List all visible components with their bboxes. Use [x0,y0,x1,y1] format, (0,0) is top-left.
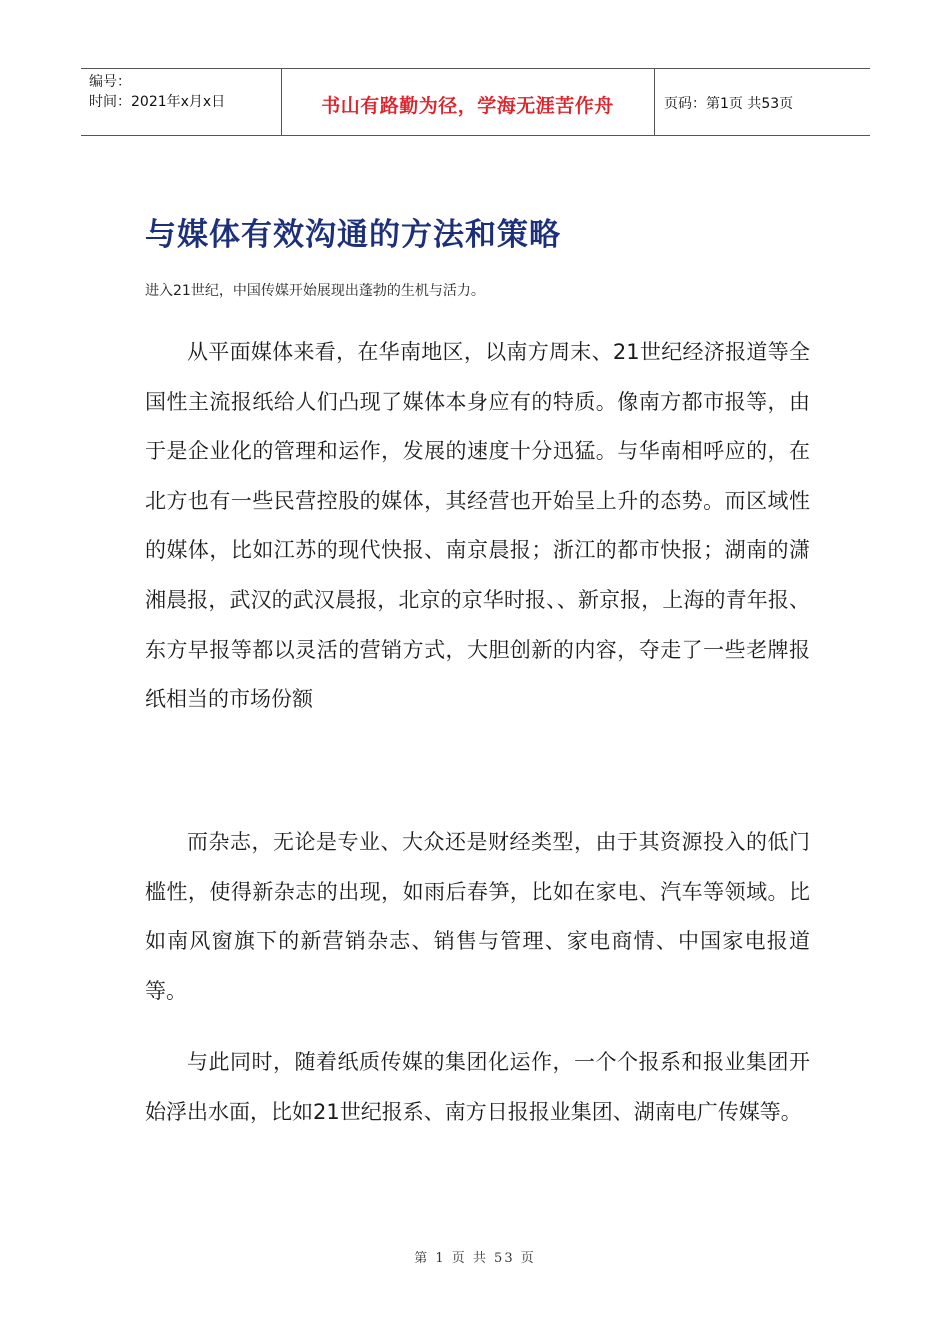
serial-number-label: 编号： [89,74,131,90]
body-paragraph: 从平面媒体来看，在华南地区，以南方周末、21世纪经济报道等全国性主流报纸给人们凸现了媒体本身应有的特质。像南方都市报等，由于是企业化的管理和运作，发展的速度十分迅猛。与华南相呼应的，在北方也有一些民营控股的媒体，其经营也开始呈上升的态势。而区域性的媒体，比如江苏的现代快报、南京晨报；浙江的都市快报；湖南的潇湘晨报，武汉的武汉晨报，北京的京华时报、、新京报，上海的青年报、东方早报等都以灵活的营销方式，大胆创新的内容，夺走了一些老牌报纸相当的市场份额 [145,340,810,712]
document-title: 与媒体有效沟通的方法和策略 [145,217,561,253]
body-paragraph: 与此同时，随着纸质传媒的集团化运作，一个个报系和报业集团开始浮出水面，比如21世纪报系、南方日报报业集团、湖南电广传媒等。 [145,1050,810,1124]
header-motto: 书山有路勤为径，学海无涯苦作舟 [321,95,614,117]
header-page-info: 页码：第1页 共53页 [664,96,794,112]
header-meta [89,72,225,112]
page-header [81,68,870,136]
time-label: 时间：2021年x月x日 [89,94,226,110]
page-footer: 第 1 页 共 53 页 [414,1251,536,1266]
body-paragraph: 而杂志，无论是专业、大众还是财经类型，由于其资源投入的低门槛性，使得新杂志的出现，如雨后春笋，比如在家电、汽车等领域。比如南风窗旗下的新营销杂志、销售与管理、家电商情、中国家电报道等。 [145,830,810,1003]
header-divider [654,69,655,135]
intro-line: 进入21世纪，中国传媒开始展现出蓬勃的生机与活力。 [145,283,485,299]
